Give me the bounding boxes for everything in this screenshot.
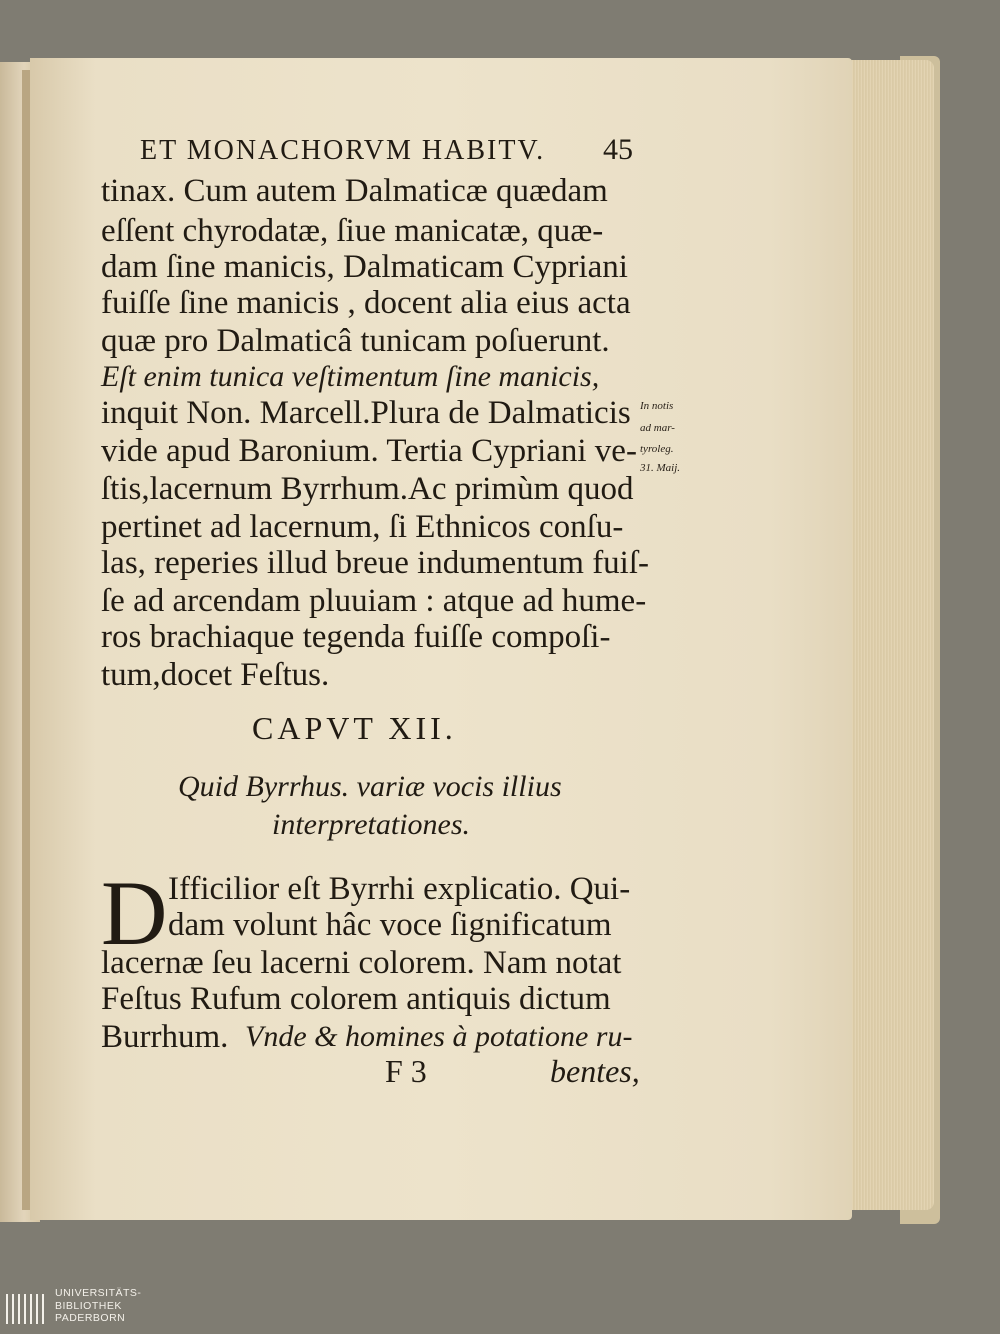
text-line-italic: Eſt enim tunica veſtimentum ſine manicis, [101, 360, 600, 393]
text-line: Burrhum. [101, 1019, 229, 1055]
margin-note-line: tyroleg. [640, 443, 674, 455]
text-line-italic: Vnde & homines à potatione ru- [245, 1020, 633, 1053]
logo-line: UNIVERSITÄTS- [55, 1287, 142, 1299]
logo-line: BIBLIOTHEK [55, 1299, 122, 1312]
margin-note-line: 31. Maij. [640, 462, 681, 474]
chapter-subtitle: Quid Byrrhus. variæ vocis illius [178, 770, 562, 803]
text-line: las, reperies illud breue indumentum fuiſ- [101, 545, 650, 581]
text-line: pertinet ad lacernum, ſi Ethnicos conſu- [101, 509, 624, 545]
signature-mark: F 3 [385, 1053, 427, 1089]
text-line: inquit Non. Marcell.Plura de Dalmaticis [101, 395, 631, 431]
page-fore-edge [848, 60, 934, 1210]
running-head: ET MONACHORVM HABITV. [140, 135, 546, 166]
library-logo-icon [6, 1290, 46, 1328]
margin-note-line: In notis [640, 400, 674, 412]
catchword: bentes, [550, 1053, 640, 1089]
text-line: eſſent chyrodatæ, ſiue manicatæ, quæ- [101, 213, 604, 249]
chapter-subtitle: interpretationes. [272, 808, 471, 841]
text-line: Ifficilior eſt Byrrhi explicatio. Qui- [168, 871, 631, 907]
chapter-heading: CAPVT XII. [252, 710, 457, 746]
text-line: vide apud Baronium. Tertia Cypriani ve- [101, 433, 637, 469]
text-line: ſe ad arcendam pluuiam : atque ad hume- [101, 583, 647, 619]
text-line: ros brachiaque tegenda fuiſſe compoſi- [101, 619, 611, 655]
page-number: 45 [603, 133, 633, 166]
footer-bar [0, 1284, 1000, 1334]
logo-line: PADERBORN [55, 1312, 126, 1324]
text-line: dam volunt hâc voce ſignificatum [168, 907, 612, 943]
text-line: lacernæ ſeu lacerni colorem. Nam notat [101, 945, 622, 981]
text-line: tum,docet Feſtus. [101, 657, 330, 693]
margin-note-line: ad mar- [640, 422, 675, 434]
text-line: ſtis,lacernum Byrrhum.Ac primùm quod [101, 471, 634, 507]
text-line: quæ pro Dalmaticâ tunicam poſuerunt. [101, 323, 610, 359]
text-line: tinax. Cum autem Dalmaticæ quædam [101, 173, 608, 209]
text-line: fuiſſe ſine manicis , docent alia eius acta [101, 285, 631, 321]
drop-cap: D [101, 862, 168, 964]
text-line: Feſtus Rufum colorem antiquis dictum [101, 981, 611, 1017]
library-logo-text [55, 1287, 141, 1325]
text-line: dam ſine manicis, Dalmaticam Cypriani [101, 249, 628, 285]
